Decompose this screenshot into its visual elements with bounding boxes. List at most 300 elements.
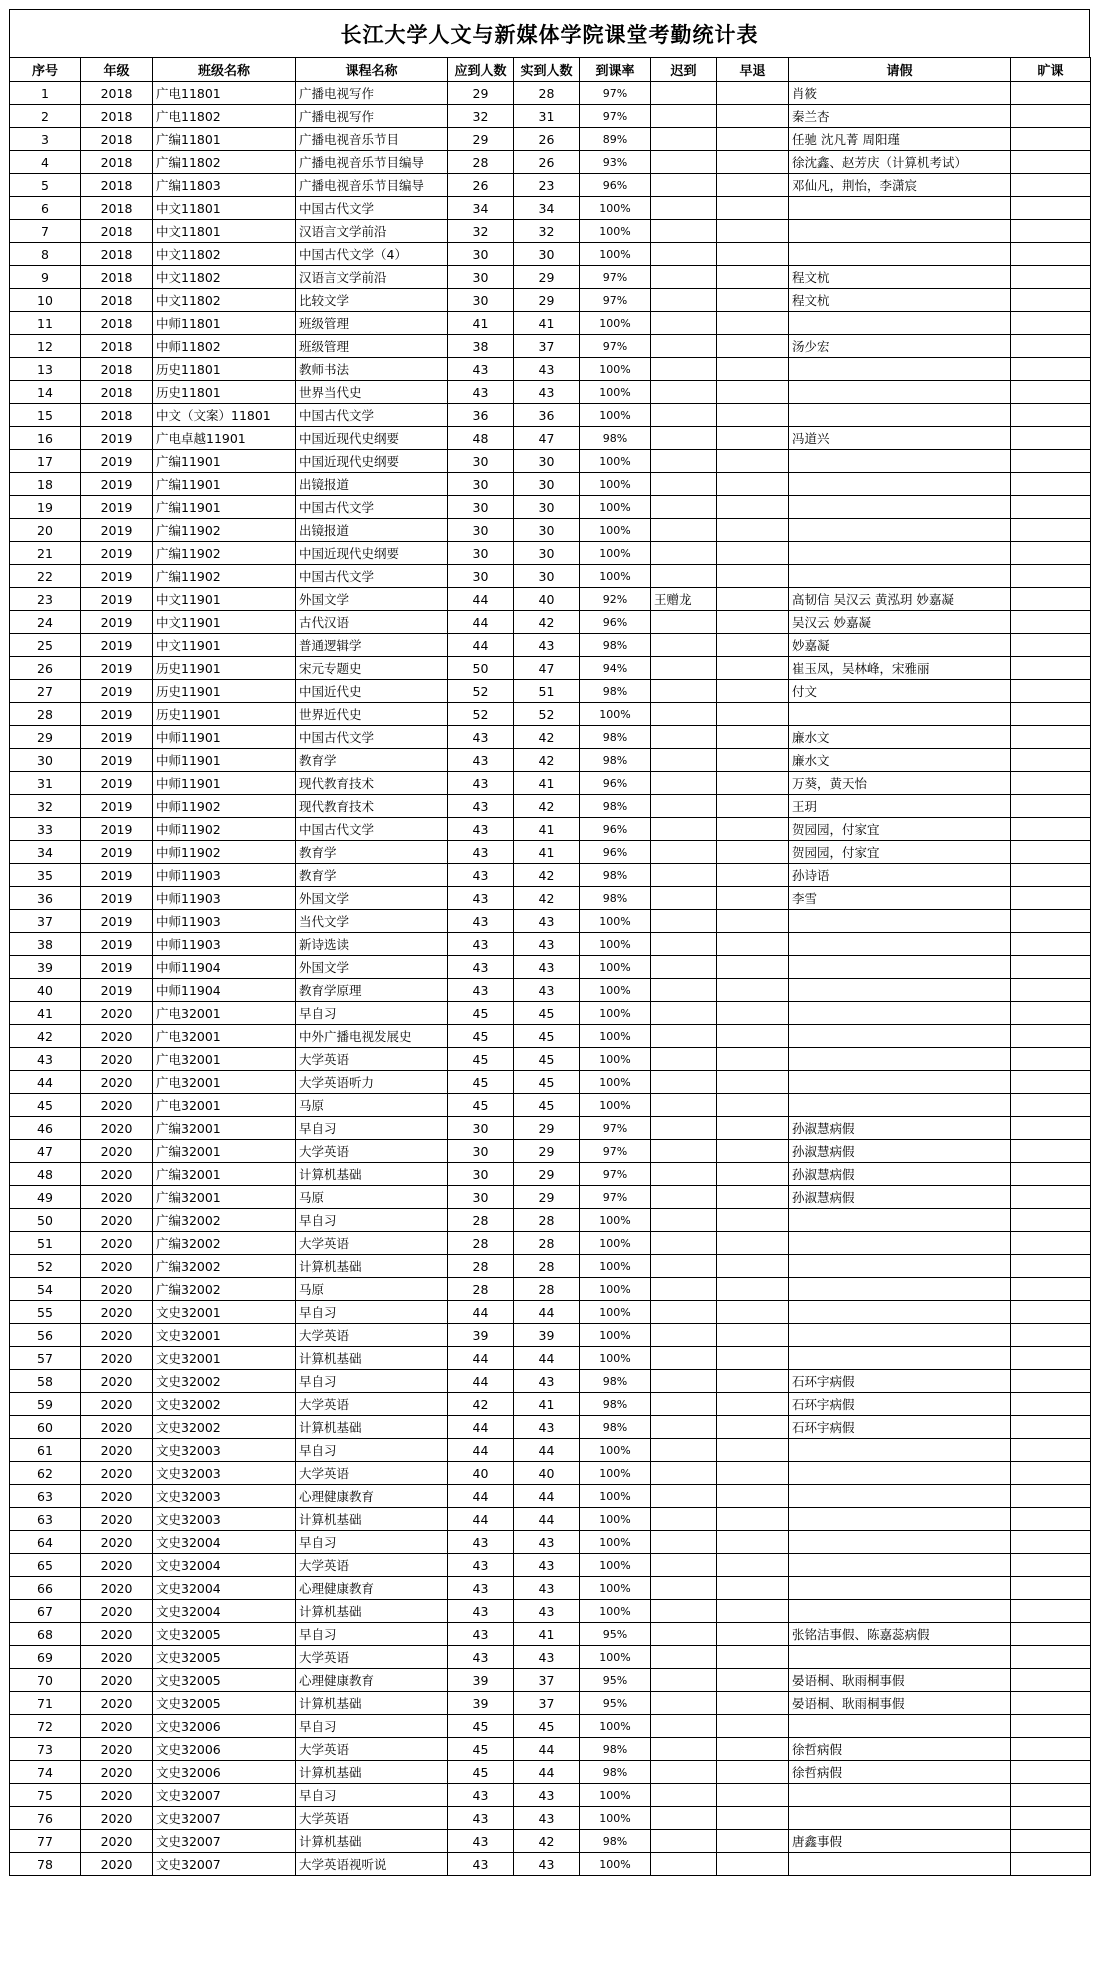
cell-grade: 2020 [81,1669,153,1692]
cell-grade: 2020 [81,1439,153,1462]
cell-course: 早自习 [296,1531,448,1554]
cell-expected: 43 [448,358,514,381]
col-header-early-leave: 早退 [717,58,789,82]
cell-course: 教育学原理 [296,979,448,1002]
cell-late [651,1485,717,1508]
cell-index: 69 [10,1646,81,1669]
cell-index: 19 [10,496,81,519]
cell-leave [789,1347,1011,1370]
cell-absent [1011,335,1091,358]
cell-course: 中外广播电视发展史 [296,1025,448,1048]
cell-expected: 32 [448,105,514,128]
cell-rate: 100% [580,1209,651,1232]
cell-late [651,519,717,542]
cell-leave [789,404,1011,427]
cell-class: 历史11801 [153,358,296,381]
cell-course: 大学英语听力 [296,1071,448,1094]
table-row [10,381,1091,404]
cell-late [651,841,717,864]
cell-rate: 100% [580,1071,651,1094]
cell-early-leave [717,1324,789,1347]
cell-rate: 100% [580,1048,651,1071]
cell-present: 34 [514,197,580,220]
cell-early-leave [717,1554,789,1577]
cell-class: 广编11902 [153,565,296,588]
cell-class: 文史32003 [153,1439,296,1462]
cell-present: 43 [514,634,580,657]
table-row [10,82,1091,105]
cell-late [651,910,717,933]
cell-course: 现代教育技术 [296,795,448,818]
cell-present: 43 [514,1554,580,1577]
cell-rate: 97% [580,266,651,289]
cell-late [651,1577,717,1600]
table-row [10,289,1091,312]
cell-grade: 2019 [81,979,153,1002]
cell-index: 24 [10,611,81,634]
cell-absent [1011,243,1091,266]
cell-expected: 36 [448,404,514,427]
cell-expected: 48 [448,427,514,450]
cell-class: 广电11801 [153,82,296,105]
cell-absent [1011,289,1091,312]
cell-rate: 95% [580,1692,651,1715]
cell-grade: 2019 [81,542,153,565]
cell-course: 普通逻辑学 [296,634,448,657]
cell-late [651,1623,717,1646]
cell-class: 广电卓越11901 [153,427,296,450]
cell-late [651,703,717,726]
cell-grade: 2020 [81,1623,153,1646]
cell-course: 当代文学 [296,910,448,933]
cell-index: 26 [10,657,81,680]
cell-course: 比较文学 [296,289,448,312]
cell-index: 14 [10,381,81,404]
cell-leave: 廉水文 [789,749,1011,772]
cell-class: 历史11901 [153,657,296,680]
cell-index: 74 [10,1761,81,1784]
cell-early-leave [717,220,789,243]
cell-expected: 28 [448,1255,514,1278]
table-row [10,1600,1091,1623]
cell-leave: 程文杭 [789,289,1011,312]
cell-present: 42 [514,611,580,634]
cell-expected: 42 [448,1393,514,1416]
cell-class: 中师11904 [153,979,296,1002]
cell-present: 42 [514,887,580,910]
table-row [10,1370,1091,1393]
cell-index: 41 [10,1002,81,1025]
cell-course: 马原 [296,1186,448,1209]
cell-absent [1011,956,1091,979]
cell-expected: 45 [448,1715,514,1738]
cell-course: 计算机基础 [296,1416,448,1439]
cell-index: 55 [10,1301,81,1324]
cell-rate: 100% [580,1646,651,1669]
cell-early-leave [717,1163,789,1186]
cell-late [651,1117,717,1140]
cell-late [651,1715,717,1738]
col-header-present: 实到人数 [514,58,580,82]
cell-rate: 95% [580,1623,651,1646]
cell-late [651,151,717,174]
cell-class: 广编11901 [153,473,296,496]
cell-leave [789,1600,1011,1623]
cell-index: 35 [10,864,81,887]
cell-absent [1011,1623,1091,1646]
cell-present: 41 [514,818,580,841]
cell-leave: 程文杭 [789,266,1011,289]
cell-rate: 100% [580,450,651,473]
cell-leave: 孙诗语 [789,864,1011,887]
cell-rate: 100% [580,1485,651,1508]
cell-leave [789,1025,1011,1048]
cell-leave: 万葵，黄天怡 [789,772,1011,795]
col-header-course: 课程名称 [296,58,448,82]
cell-course: 教育学 [296,841,448,864]
cell-leave [789,1554,1011,1577]
cell-index: 67 [10,1600,81,1623]
cell-class: 历史11901 [153,680,296,703]
cell-course: 广播电视写作 [296,82,448,105]
table-row [10,933,1091,956]
cell-index: 48 [10,1163,81,1186]
cell-course: 马原 [296,1278,448,1301]
cell-present: 45 [514,1715,580,1738]
cell-index: 54 [10,1278,81,1301]
cell-class: 中文11802 [153,243,296,266]
cell-leave [789,243,1011,266]
cell-rate: 100% [580,565,651,588]
cell-expected: 43 [448,1646,514,1669]
cell-grade: 2018 [81,358,153,381]
cell-present: 31 [514,105,580,128]
cell-course: 早自习 [296,1117,448,1140]
cell-present: 44 [514,1738,580,1761]
cell-present: 44 [514,1347,580,1370]
cell-expected: 30 [448,496,514,519]
cell-index: 64 [10,1531,81,1554]
cell-rate: 98% [580,795,651,818]
table-row [10,1347,1091,1370]
cell-leave [789,979,1011,1002]
cell-expected: 52 [448,680,514,703]
cell-present: 41 [514,312,580,335]
cell-grade: 2020 [81,1738,153,1761]
table-row [10,1485,1091,1508]
cell-present: 23 [514,174,580,197]
cell-late [651,1232,717,1255]
cell-expected: 30 [448,565,514,588]
cell-class: 文史32003 [153,1462,296,1485]
cell-leave [789,565,1011,588]
cell-rate: 100% [580,1255,651,1278]
cell-present: 28 [514,1232,580,1255]
cell-expected: 30 [448,1117,514,1140]
table-row [10,841,1091,864]
cell-course: 班级管理 [296,312,448,335]
cell-class: 中师11901 [153,772,296,795]
cell-early-leave [717,1301,789,1324]
cell-rate: 98% [580,726,651,749]
cell-course: 大学英语 [296,1048,448,1071]
cell-absent [1011,1462,1091,1485]
cell-leave [789,473,1011,496]
cell-rate: 98% [580,634,651,657]
cell-course: 心理健康教育 [296,1577,448,1600]
cell-rate: 96% [580,611,651,634]
cell-absent [1011,1301,1091,1324]
cell-present: 44 [514,1761,580,1784]
cell-expected: 43 [448,841,514,864]
cell-late [651,1738,717,1761]
cell-rate: 100% [580,910,651,933]
cell-index: 71 [10,1692,81,1715]
cell-index: 61 [10,1439,81,1462]
cell-class: 文史32006 [153,1715,296,1738]
cell-leave: 石环宇病假 [789,1416,1011,1439]
cell-rate: 100% [580,979,651,1002]
col-header-index: 序号 [10,58,81,82]
cell-late [651,1025,717,1048]
cell-absent [1011,266,1091,289]
cell-early-leave [717,427,789,450]
cell-early-leave [717,243,789,266]
cell-index: 12 [10,335,81,358]
cell-late [651,496,717,519]
cell-present: 29 [514,1117,580,1140]
cell-class: 广电32001 [153,1002,296,1025]
cell-late [651,266,717,289]
cell-course: 中国古代文学（4） [296,243,448,266]
cell-index: 58 [10,1370,81,1393]
cell-absent [1011,1508,1091,1531]
cell-course: 大学英语 [296,1462,448,1485]
cell-present: 42 [514,795,580,818]
cell-course: 心理健康教育 [296,1485,448,1508]
cell-absent [1011,749,1091,772]
cell-leave [789,956,1011,979]
cell-class: 中文11802 [153,289,296,312]
cell-leave [789,381,1011,404]
cell-course: 大学英语 [296,1324,448,1347]
cell-index: 39 [10,956,81,979]
cell-absent [1011,657,1091,680]
cell-present: 26 [514,128,580,151]
cell-expected: 30 [448,450,514,473]
cell-absent [1011,1209,1091,1232]
cell-course: 广播电视音乐节目编导 [296,174,448,197]
cell-absent [1011,1692,1091,1715]
cell-present: 30 [514,565,580,588]
cell-absent [1011,1025,1091,1048]
table-row [10,1048,1091,1071]
cell-course: 班级管理 [296,335,448,358]
cell-leave: 冯道兴 [789,427,1011,450]
cell-class: 文史32002 [153,1416,296,1439]
cell-grade: 2019 [81,519,153,542]
cell-leave [789,1324,1011,1347]
cell-early-leave [717,404,789,427]
cell-course: 教育学 [296,749,448,772]
cell-present: 29 [514,1140,580,1163]
cell-rate: 100% [580,1002,651,1025]
cell-early-leave [717,1393,789,1416]
cell-late [651,1554,717,1577]
cell-expected: 30 [448,1186,514,1209]
cell-grade: 2019 [81,956,153,979]
cell-class: 广电32001 [153,1048,296,1071]
cell-late [651,1186,717,1209]
cell-leave: 高韧信 吴汉云 黄泓玥 妙嘉凝 [789,588,1011,611]
cell-late [651,726,717,749]
cell-expected: 30 [448,266,514,289]
cell-course: 世界近代史 [296,703,448,726]
cell-course: 计算机基础 [296,1508,448,1531]
cell-early-leave [717,841,789,864]
cell-course: 教育学 [296,864,448,887]
cell-expected: 39 [448,1669,514,1692]
cell-present: 42 [514,1830,580,1853]
cell-expected: 43 [448,1830,514,1853]
cell-present: 41 [514,1623,580,1646]
cell-late [651,1140,717,1163]
cell-present: 43 [514,979,580,1002]
table-row [10,1002,1091,1025]
cell-grade: 2020 [81,1301,153,1324]
cell-absent [1011,588,1091,611]
cell-early-leave [717,197,789,220]
cell-rate: 100% [580,1600,651,1623]
cell-class: 中师11903 [153,864,296,887]
cell-present: 28 [514,1255,580,1278]
cell-expected: 45 [448,1002,514,1025]
cell-grade: 2020 [81,1278,153,1301]
cell-grade: 2018 [81,404,153,427]
cell-early-leave [717,565,789,588]
cell-class: 文史32004 [153,1577,296,1600]
cell-late [651,1209,717,1232]
cell-course: 大学英语 [296,1738,448,1761]
cell-late [651,105,717,128]
table-row [10,473,1091,496]
cell-leave [789,1439,1011,1462]
cell-absent [1011,1393,1091,1416]
cell-grade: 2020 [81,1462,153,1485]
cell-index: 43 [10,1048,81,1071]
cell-present: 37 [514,1669,580,1692]
cell-grade: 2020 [81,1370,153,1393]
cell-index: 34 [10,841,81,864]
cell-absent [1011,1554,1091,1577]
cell-absent [1011,1784,1091,1807]
cell-present: 30 [514,542,580,565]
cell-index: 23 [10,588,81,611]
cell-early-leave [717,1646,789,1669]
cell-grade: 2020 [81,1600,153,1623]
cell-expected: 38 [448,335,514,358]
cell-index: 9 [10,266,81,289]
cell-leave: 秦兰杏 [789,105,1011,128]
cell-early-leave [717,726,789,749]
cell-late [651,1048,717,1071]
cell-index: 8 [10,243,81,266]
cell-grade: 2019 [81,864,153,887]
cell-expected: 43 [448,1577,514,1600]
cell-present: 41 [514,1393,580,1416]
cell-index: 68 [10,1623,81,1646]
table-row [10,427,1091,450]
cell-rate: 100% [580,1439,651,1462]
cell-absent [1011,1347,1091,1370]
cell-absent [1011,1669,1091,1692]
cell-absent [1011,220,1091,243]
cell-present: 42 [514,726,580,749]
cell-grade: 2019 [81,657,153,680]
cell-course: 计算机基础 [296,1761,448,1784]
cell-absent [1011,1278,1091,1301]
col-header-expected: 应到人数 [448,58,514,82]
cell-early-leave [717,1347,789,1370]
cell-class: 中文11801 [153,220,296,243]
cell-rate: 98% [580,1370,651,1393]
cell-early-leave [717,266,789,289]
cell-absent [1011,680,1091,703]
col-header-class: 班级名称 [153,58,296,82]
cell-expected: 28 [448,151,514,174]
cell-grade: 2019 [81,933,153,956]
cell-class: 文史32004 [153,1554,296,1577]
cell-rate: 100% [580,381,651,404]
cell-present: 32 [514,220,580,243]
cell-class: 中文11901 [153,611,296,634]
cell-rate: 94% [580,657,651,680]
cell-leave [789,1048,1011,1071]
table-row [10,1784,1091,1807]
table-row [10,795,1091,818]
cell-early-leave [717,1209,789,1232]
cell-class: 中师11902 [153,841,296,864]
cell-late [651,1370,717,1393]
cell-late [651,404,717,427]
cell-expected: 52 [448,703,514,726]
cell-present: 28 [514,82,580,105]
cell-class: 广编32001 [153,1163,296,1186]
cell-index: 76 [10,1807,81,1830]
cell-leave [789,1531,1011,1554]
cell-leave [789,1255,1011,1278]
cell-early-leave [717,657,789,680]
cell-late [651,772,717,795]
cell-early-leave [717,1278,789,1301]
cell-present: 43 [514,1370,580,1393]
cell-rate: 100% [580,1807,651,1830]
cell-rate: 98% [580,427,651,450]
cell-index: 5 [10,174,81,197]
cell-class: 文史32003 [153,1508,296,1531]
cell-leave [789,703,1011,726]
cell-absent [1011,1807,1091,1830]
cell-class: 广编32002 [153,1278,296,1301]
cell-absent [1011,1600,1091,1623]
cell-present: 43 [514,1807,580,1830]
cell-expected: 43 [448,726,514,749]
cell-absent [1011,1370,1091,1393]
cell-leave [789,1094,1011,1117]
cell-course: 外国文学 [296,588,448,611]
cell-absent [1011,151,1091,174]
cell-early-leave [717,128,789,151]
